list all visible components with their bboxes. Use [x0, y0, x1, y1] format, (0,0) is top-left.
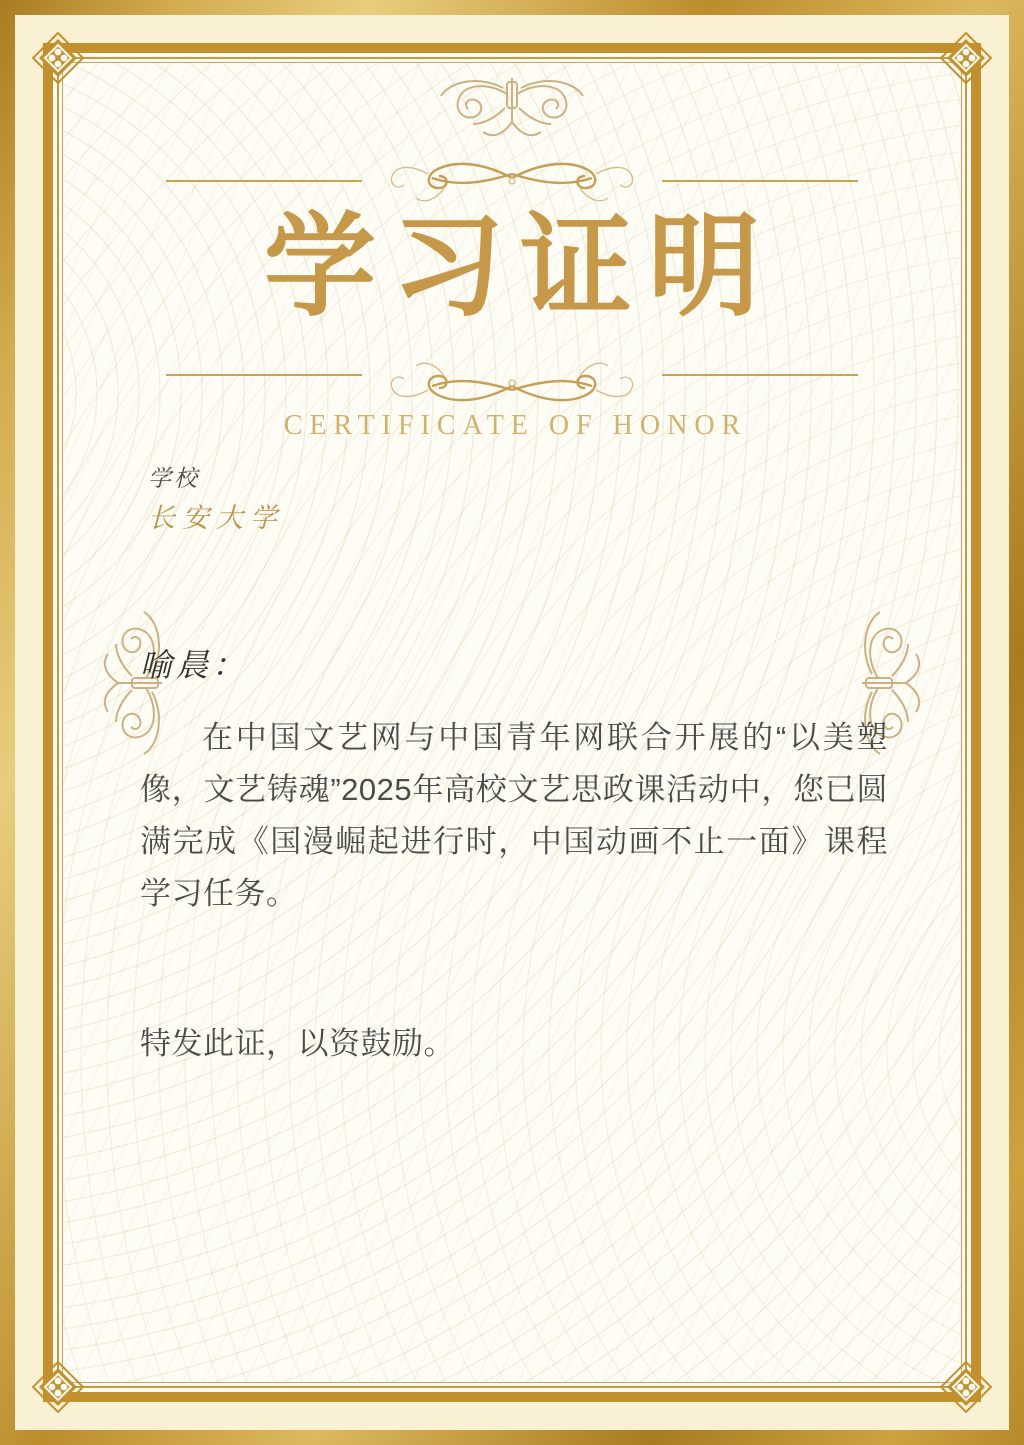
flourish-rule-right — [662, 180, 858, 182]
calligraphic-swash-icon — [362, 356, 662, 416]
school-label: 学校 — [148, 466, 200, 492]
certificate-title: 学习证明 — [264, 206, 776, 330]
certificate-footer-text: 特发此证，以资鼓励。 — [140, 1026, 455, 1061]
title-flourish-bottom — [166, 356, 858, 416]
certificate-body-text: 在中国文艺网与中国青年网联合开展的“以美塑像，文艺铸魂”2025年高校文艺思政课活动中，您已圆满完成《国漫崛起进行时，中国动画不止一面》课程学习任务。 — [140, 720, 888, 911]
flourish-rule-left — [166, 374, 362, 376]
flourish-rule-left — [166, 180, 362, 182]
flourish-rule-right — [662, 374, 858, 376]
recipient-name: 喻晨： — [140, 646, 249, 684]
school-name: 长安大学 — [148, 503, 284, 534]
certificate-subtitle: CERTIFICATE OF HONOR — [283, 410, 748, 441]
